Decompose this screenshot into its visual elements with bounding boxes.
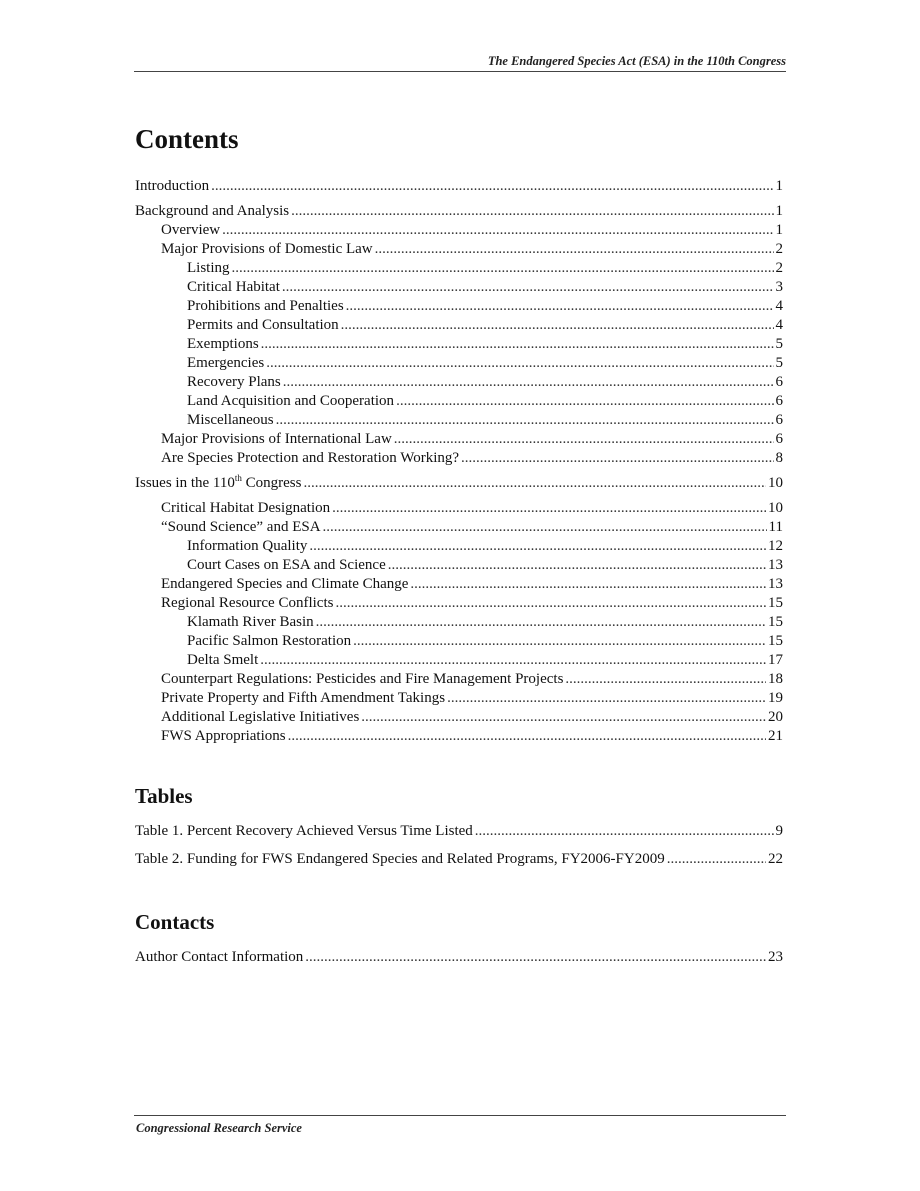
toc-page-number: 4 <box>775 298 783 314</box>
toc-entry-text: FWS Appropriations <box>161 728 286 744</box>
toc-page-number: 1 <box>775 178 783 194</box>
dot-leader <box>346 297 774 316</box>
toc-entry[interactable] <box>135 575 783 594</box>
dot-leader <box>461 449 773 468</box>
toc-entry-text: Critical Habitat Designation <box>161 500 331 516</box>
toc-entry[interactable] <box>135 613 783 632</box>
dot-leader <box>288 727 766 746</box>
toc-entry-text: Court Cases on ESA and Science <box>187 557 386 573</box>
toc-page-number: 1 <box>775 203 783 219</box>
footer-rule <box>134 1115 786 1116</box>
toc-entry-text-part: Congress <box>241 475 302 491</box>
toc-entry[interactable] <box>135 948 783 967</box>
toc-entry-text: Endangered Species and Climate Change <box>161 576 409 592</box>
dot-leader <box>266 354 773 373</box>
toc-entry-text: Regional Resource Conflicts <box>161 595 334 611</box>
toc-page-number: 11 <box>768 519 783 535</box>
toc-entry-text: Table 1. Percent Recovery Achieved Versus Time Listed <box>135 823 473 839</box>
dot-leader <box>260 651 766 670</box>
toc-entry[interactable] <box>135 411 783 430</box>
toc-entry[interactable] <box>135 670 783 689</box>
toc-entry-text: Information Quality <box>187 538 308 554</box>
toc-entry[interactable] <box>135 822 783 841</box>
toc-entry[interactable] <box>135 556 783 575</box>
dot-leader <box>667 850 766 869</box>
tables-list <box>135 822 783 869</box>
toc-entry-text: Private Property and Fifth Amendment Takings <box>161 690 446 706</box>
dot-leader <box>388 556 766 575</box>
dot-leader <box>222 221 773 240</box>
toc-entry[interactable] <box>135 594 783 613</box>
toc-page-number: 5 <box>775 355 783 371</box>
toc-page-number: 6 <box>775 393 783 409</box>
toc-page-number: 1 <box>775 222 783 238</box>
toc-page-number: 15 <box>768 595 783 611</box>
toc-page-number: 21 <box>768 728 783 744</box>
toc-entry-text: Introduction <box>135 178 210 194</box>
toc-entry[interactable] <box>135 474 783 493</box>
dot-leader <box>282 278 774 297</box>
toc-page-number: 19 <box>768 690 783 706</box>
toc-entry-text: Major Provisions of International Law <box>161 431 392 447</box>
toc-entry[interactable] <box>135 449 783 468</box>
toc-entry-text: Land Acquisition and Cooperation <box>187 393 395 409</box>
toc-page-number: 6 <box>775 412 783 428</box>
toc-entry[interactable] <box>135 316 783 335</box>
toc-entry-text: Prohibitions and Penalties <box>187 298 344 314</box>
toc-entry-text: Counterpart Regulations: Pesticides and Fire Management Projects <box>161 671 564 687</box>
dot-leader <box>316 613 766 632</box>
toc-entry-text: Overview <box>161 222 221 238</box>
toc-page-number: 2 <box>775 241 783 257</box>
contents-list <box>135 177 783 746</box>
toc-entry[interactable] <box>135 373 783 392</box>
toc-page-number: 22 <box>768 851 783 867</box>
header-rule <box>134 71 786 72</box>
toc-page-number: 15 <box>768 633 783 649</box>
toc-page-number: 13 <box>768 557 783 573</box>
tables-heading: Tables <box>135 784 193 808</box>
toc-entry-text: Major Provisions of Domestic Law <box>161 241 373 257</box>
toc-entry-text: Background and Analysis <box>135 203 290 219</box>
running-header: The Endangered Species Act (ESA) in the 110th Congress <box>487 54 786 68</box>
toc-entry[interactable] <box>135 632 783 651</box>
toc-page-number: 20 <box>768 709 783 725</box>
ordinal-suffix: th <box>234 473 242 483</box>
toc-entry[interactable] <box>135 221 783 240</box>
contents-heading: Contents <box>135 124 239 154</box>
toc-entry[interactable] <box>135 177 783 196</box>
dot-leader <box>332 499 766 518</box>
toc-page-number: 6 <box>775 431 783 447</box>
dot-leader <box>394 430 774 449</box>
toc-entry[interactable] <box>135 537 783 556</box>
toc-entry-text: Additional Legislative Initiatives <box>161 709 360 725</box>
toc-entry-text <box>135 474 301 493</box>
toc-entry[interactable] <box>135 202 783 221</box>
toc-entry[interactable] <box>135 240 783 259</box>
toc-page-number: 5 <box>775 336 783 352</box>
toc-entry[interactable] <box>135 354 783 373</box>
toc-entry-text: Table 2. Funding for FWS Endangered Species and Related Programs, FY2006-FY2009 <box>135 851 665 867</box>
toc-entry-text: Exemptions <box>187 336 259 352</box>
dot-leader <box>305 948 766 967</box>
toc-page-number: 6 <box>775 374 783 390</box>
dot-leader <box>211 177 773 196</box>
dot-leader <box>291 202 773 221</box>
toc-entry-text-part: Issues in the 110 <box>135 475 235 491</box>
dot-leader <box>232 259 774 278</box>
toc-entry-text: Delta Smelt <box>187 652 259 668</box>
toc-entry[interactable] <box>135 850 783 869</box>
dot-leader <box>303 474 766 493</box>
toc-entry-text: Recovery Plans <box>187 374 281 390</box>
dot-leader <box>410 575 766 594</box>
toc-entry-text: Critical Habitat <box>187 279 280 295</box>
toc-page-number: 9 <box>775 823 783 839</box>
toc-entry-text: Listing <box>187 260 230 276</box>
toc-entry[interactable] <box>135 708 783 727</box>
dot-leader <box>341 316 774 335</box>
toc-page-number: 8 <box>775 450 783 466</box>
toc-page-number: 4 <box>775 317 783 333</box>
toc-entry-text: Pacific Salmon Restoration <box>187 633 352 649</box>
toc-page-number: 23 <box>768 949 783 965</box>
toc-entry[interactable] <box>135 297 783 316</box>
toc-entry-text: Miscellaneous <box>187 412 274 428</box>
toc-entry[interactable] <box>135 689 783 708</box>
dot-leader <box>353 632 766 651</box>
toc-entry[interactable] <box>135 651 783 670</box>
dot-leader <box>323 518 767 537</box>
toc-page-number: 13 <box>768 576 783 592</box>
toc-page-number: 18 <box>768 671 783 687</box>
running-footer: Congressional Research Service <box>136 1121 302 1135</box>
toc-entry-text: Klamath River Basin <box>187 614 314 630</box>
dot-leader <box>361 708 766 727</box>
toc-page-number: 17 <box>768 652 783 668</box>
toc-entry[interactable] <box>135 499 783 518</box>
toc-entry-text: Are Species Protection and Restoration Working? <box>161 450 460 466</box>
dot-leader <box>447 689 766 708</box>
toc-entry[interactable] <box>135 259 783 278</box>
toc-entry[interactable] <box>135 430 783 449</box>
dot-leader <box>475 822 774 841</box>
toc-page-number: 12 <box>768 538 783 554</box>
dot-leader <box>261 335 774 354</box>
toc-entry-text: Permits and Consultation <box>187 317 339 333</box>
toc-page-number: 2 <box>775 260 783 276</box>
toc-entry-text: Author Contact Information <box>135 949 304 965</box>
toc-page-number: 3 <box>775 279 783 295</box>
toc-page-number: 10 <box>768 475 783 491</box>
toc-entry[interactable] <box>135 518 783 537</box>
dot-leader <box>309 537 766 556</box>
dot-leader <box>565 670 766 689</box>
toc-page-number: 10 <box>768 500 783 516</box>
toc-entry[interactable] <box>135 335 783 354</box>
dot-leader <box>335 594 766 613</box>
toc-entry[interactable] <box>135 727 783 746</box>
toc-entry-text: Emergencies <box>187 355 265 371</box>
toc-entry-text: “Sound Science” and ESA <box>161 519 321 535</box>
toc-entry[interactable] <box>135 278 783 297</box>
dot-leader <box>375 240 774 259</box>
contacts-heading: Contacts <box>135 910 215 934</box>
dot-leader <box>396 392 773 411</box>
dot-leader <box>283 373 774 392</box>
contacts-list <box>135 948 783 967</box>
dot-leader <box>276 411 774 430</box>
toc-page-number: 15 <box>768 614 783 630</box>
toc-entry[interactable] <box>135 392 783 411</box>
